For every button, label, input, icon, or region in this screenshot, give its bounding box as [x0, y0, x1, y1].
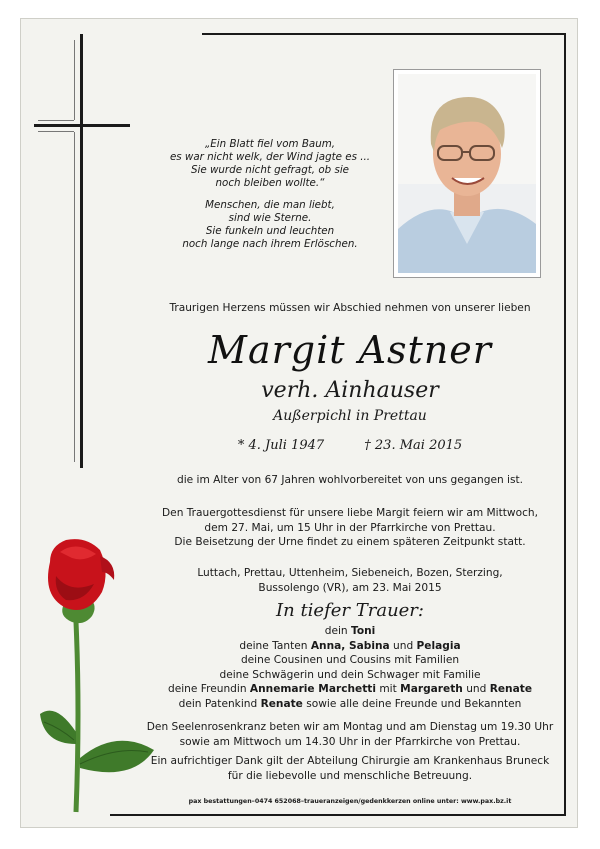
poem-line: Menschen, die man liebt,	[205, 199, 335, 211]
mourner-line: deine Schwägerin und dein Schwager mit Familie	[219, 668, 481, 681]
portrait-image	[398, 74, 536, 273]
places-line: Luttach, Prettau, Uttenheim, Siebeneich, Bozen, Sterzing,	[197, 567, 503, 579]
service-line: Den Trauergottesdienst für unsere liebe Margit feiern wir am Mittwoch,	[162, 507, 538, 519]
mourning-title: In tiefer Trauer:	[276, 600, 424, 621]
poem-line: sind wie Sterne.	[228, 212, 312, 224]
poem-line: „Ein Blatt fiel vom Baum,	[204, 138, 336, 150]
thanks-note	[130, 754, 570, 783]
cross-shadow-line	[74, 40, 75, 120]
birth-date: * 4. Juli 1947	[237, 438, 325, 453]
cross-shadow-line	[38, 120, 74, 121]
poem-stanza	[140, 138, 400, 190]
places-line: Bussolengo (VR), am 23. Mai 2015	[258, 581, 442, 594]
poem-line: noch bleiben wollte.“	[215, 177, 325, 189]
thanks-line: für die liebevolle und menschliche Betreuung.	[227, 769, 473, 782]
cross-shadow-line	[74, 132, 75, 462]
rose-icon	[36, 532, 166, 818]
poem-line: Sie funkeln und leuchten	[205, 225, 335, 237]
funeral-service	[130, 506, 570, 550]
cross-vertical	[80, 34, 83, 468]
frame-top-line	[202, 33, 566, 35]
frame-bottom-line	[110, 814, 566, 816]
mourner-line: dein Toni	[324, 625, 376, 637]
mourner-line: deine Freundin Annemarie Marchetti mit Margareth und Renate	[167, 683, 533, 695]
mourners-list	[130, 624, 570, 711]
rosary-info	[130, 720, 570, 749]
portrait-photo	[393, 69, 541, 278]
married-name: verh. Ainhauser	[261, 378, 439, 403]
poem-line: Sie wurde nicht gefragt, ob sie	[190, 164, 350, 176]
service-line: dem 27. Mai, um 15 Uhr in der Pfarrkirche von Prettau.	[204, 521, 496, 534]
mourner-line: deine Cousinen und Cousins mit Familien	[240, 654, 460, 666]
footer-imprint: pax bestattungen–0474 652068–traueranzeigen/gedenkkerzen online unter: www.pax.bz.it	[188, 798, 512, 805]
cross-horizontal	[34, 124, 130, 127]
thanks-line: Ein aufrichtiger Dank gilt der Abteilung Chirurgie am Krankenhaus Bruneck	[150, 755, 550, 767]
age-line: die im Alter von 67 Jahren wohlvorbereitet von uns gegangen ist.	[176, 474, 524, 486]
mourner-line: dein Patenkind Renate sowie alle deine Freunde und Bekannten	[178, 697, 522, 710]
rosary-line: sowie am Mittwoch um 14.30 Uhr in der Pfarrkirche von Prettau.	[179, 735, 521, 748]
deceased-name: Margit Astner	[208, 328, 492, 372]
poem-stanza	[140, 199, 400, 251]
places-date	[130, 566, 570, 595]
poem-line: noch lange nach ihrem Erlöschen.	[182, 238, 358, 250]
mourner-line: deine Tanten Anna, Sabina und Pelagia	[239, 639, 461, 652]
poem	[140, 138, 400, 260]
cross-shadow-line	[38, 131, 74, 132]
rosary-line: Den Seelenrosenkranz beten wir am Montag und am Dienstag um 19.30 Uhr	[146, 721, 554, 733]
life-dates	[130, 438, 570, 453]
service-line: Die Beisetzung der Urne findet zu einem späteren Zeitpunkt statt.	[174, 536, 526, 548]
residence: Außerpichl in Prettau	[273, 408, 427, 424]
death-date: † 23. Mai 2015	[364, 438, 463, 453]
intro-text: Traurigen Herzens müssen wir Abschied nehmen von unserer lieben	[169, 302, 531, 314]
poem-line: es war nicht welk, der Wind jagte es ...	[169, 151, 371, 163]
